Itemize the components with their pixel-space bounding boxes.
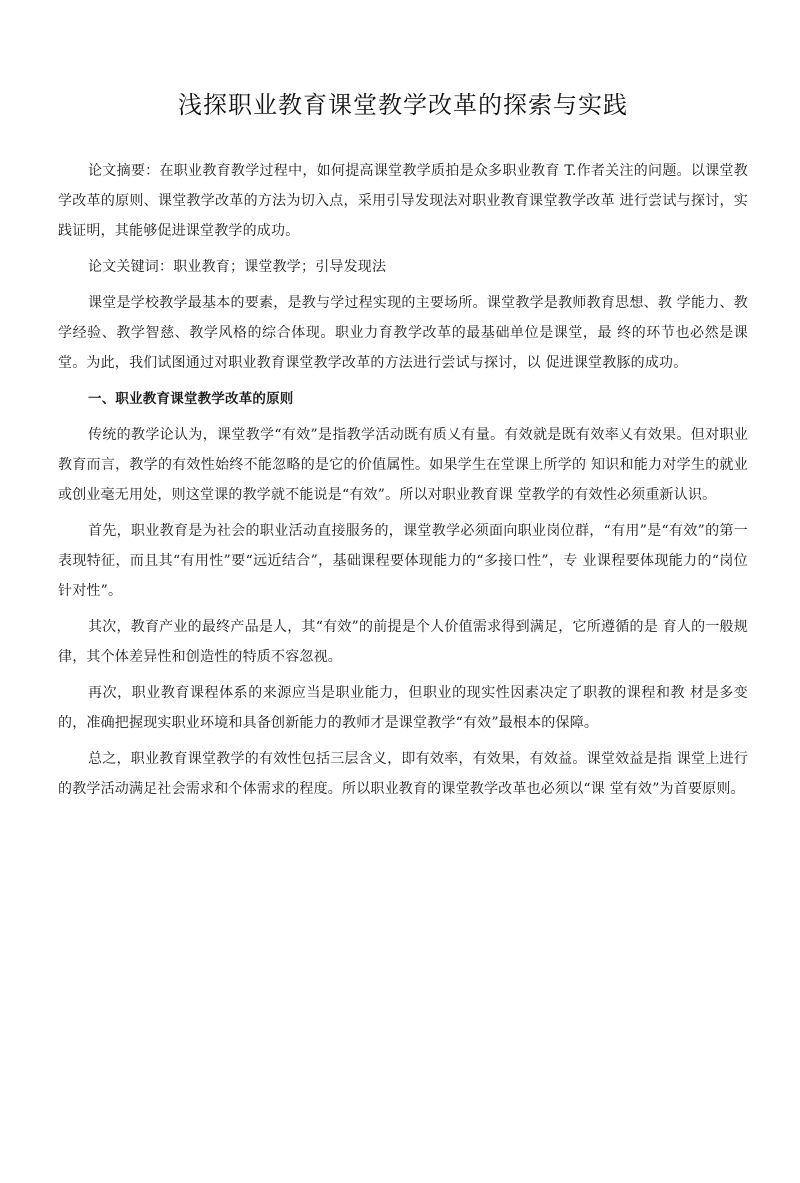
document-title: 浅探职业教育课堂教学改革的探索与实践 [178,91,628,119]
section-paragraph: 首先，职业教育是为社会的职业活动直接服务的，课堂教学必须面向职业岗位群，“有用”是“有效”的第一表现特征，而且其“有用性”要“远近结合”，基础课程要体现能力的“多接口性”，专 业课程要体现能力的“岗位针对性”。 [58,523,748,599]
document-page [58,0,748,810]
section-paragraph: 再次，职业教育课程体系的来源应当是职业能力，但职业的现实性因素决定了职教的课程和教 材是多变的，准确把握现实职业环境和具备创新能力的教师才是课堂教学“有效”最根本的保障。 [58,685,748,731]
keywords-paragraph: 论文关键词：职业教育；课堂教学；引导发现法 [88,259,387,275]
intro-paragraph: 课堂是学校教学最基本的要素，是教与学过程实现的主要场所。课堂教学是教师教育思想、教 学能力、教学经验、教学智慈、教学风格的综合体现。职业力育教学改革的最基础单位是课堂，最 终的环节也必然是课堂。为此，我们试图通过对职业教育课堂教学改革的方法进行尝试与探讨，以 促进课堂教豚的成功。 [58,295,748,371]
section-paragraph: 总之，职业教育课堂教学的有效性包括三层含义，即有效率，有效果，有效益。课堂效益是指 课堂上进行的教学活动满足社会需求和个体需求的程度。所以职业教育的课堂教学改革也必须以“课 堂有效”为首要原则。 [58,751,748,797]
abstract-paragraph: 论文摘要：在职业教育教学过程中，如何提高课堂教学质拍是众多职业教育 T.作者关注的问题。以课堂教学改革的原则、课堂教学改革的方法为切入点，采用引导发现法对职业教育课堂教学改革 进行尝试与探讨，实践证明，其能够促进课堂教学的成功。 [58,163,748,239]
section-paragraph: 其次，教育产业的最终产品是人，其“有效”的前提是个人价值需求得到满足，它所遵循的是 育人的一般规律，其个体差异性和创造性的特质不容忽视。 [58,619,748,665]
section-paragraph: 传统的教学论认为，课堂教学“有效”是指教学活动既有质乂有量。有效就是既有效率乂有效果。但对职业教育而言，教学的有效性始终不能忽略的是它的价值属性。如果学生在堂课上所学的 知识和能力对学生的就业或创业毫无用处，则这堂课的教学就不能说是“有效”。所以对职业教育课 堂教学的有效性必须重新认识。 [58,427,748,503]
document-body [58,156,748,804]
section-heading: 一、职业教育课堂教学改革的原则 [88,391,294,407]
